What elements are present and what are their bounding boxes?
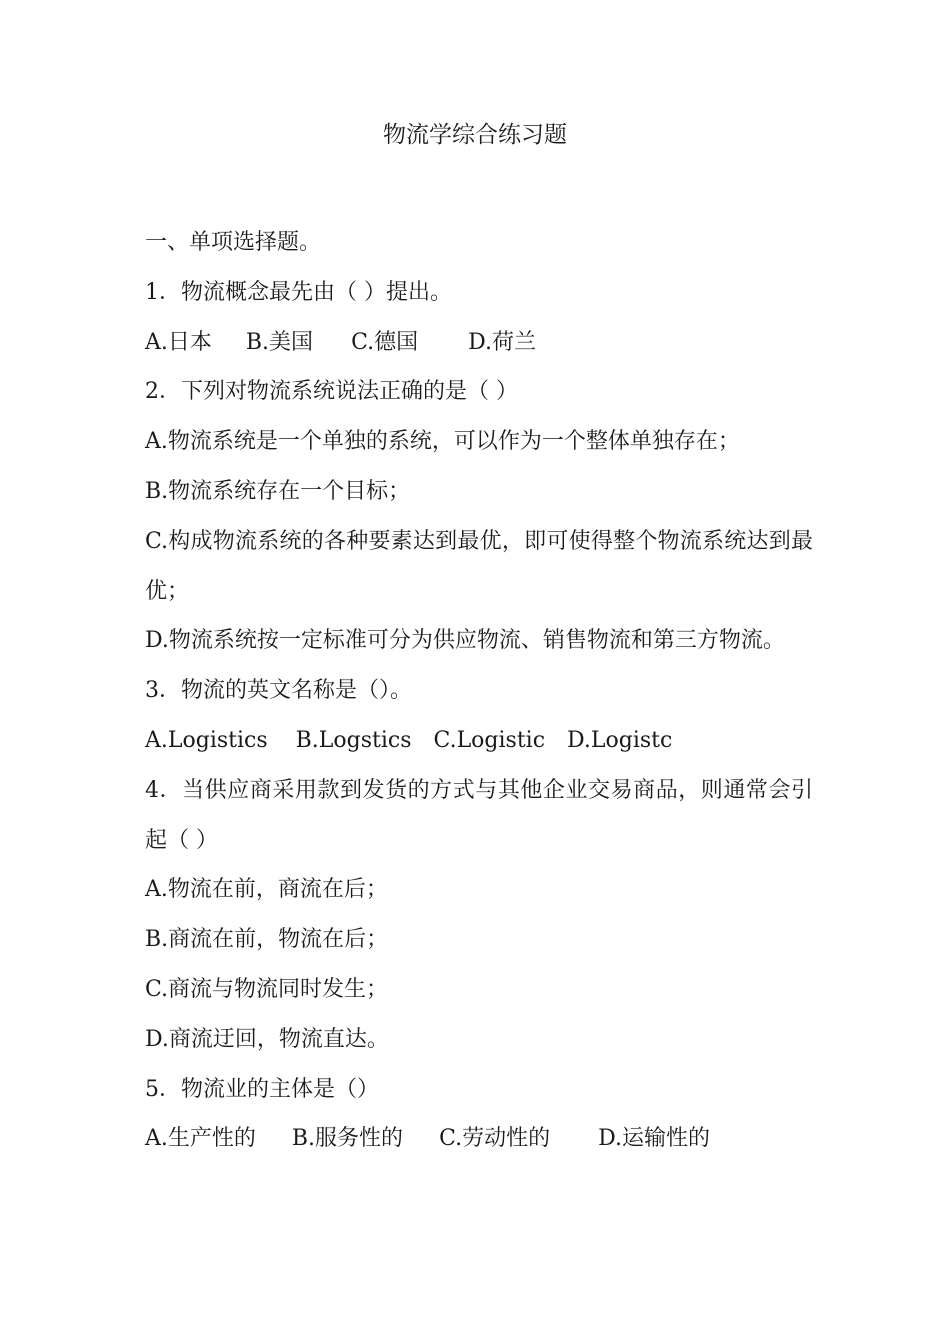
section-heading: 一、单项选择题。 (145, 230, 322, 255)
question-4-option-a: A.物流在前，商流在后； (145, 877, 388, 903)
question-3-option-d: D.Logistc (567, 727, 673, 753)
question-5-option-a: A.生产性的 (145, 1126, 256, 1152)
question-1-stem: 1．物流概念最先由（ ）提出。 (145, 279, 452, 305)
question-1-option-d: D.荷兰 (468, 329, 536, 355)
question-5-option-d: D.运输性的 (598, 1126, 710, 1152)
question-1-option-a: A.日本 (145, 329, 212, 355)
document-body (145, 218, 813, 1164)
question-5-option-c: C.劳动性的 (439, 1126, 551, 1152)
question-3-options (145, 716, 813, 766)
question-5-stem: 5．物流业的主体是（） (145, 1076, 379, 1102)
question-2-option-d: D.物流系统按一定标准可分为供应物流、销售物流和第三方物流。 (145, 628, 785, 654)
document-title: 物流学综合练习题 (383, 122, 567, 148)
question-5-option-b: B.服务性的 (291, 1126, 404, 1152)
question-3-option-b: B.Logstics (295, 727, 412, 753)
question-4-option-d: D.商流迂回，物流直达。 (145, 1026, 389, 1052)
question-2-stem: 2．下列对物流系统说法正确的是（ ） (145, 379, 518, 405)
question-5-options (145, 1114, 813, 1164)
question-2-option-c: C.构成物流系统的各种要素达到最优，即可使得整个物流系统达到最优； (145, 528, 813, 604)
question-2-option-b: B.物流系统存在一个目标； (145, 478, 411, 504)
question-3-option-c: C.Logistic (433, 727, 546, 753)
question-4-option-b: B.商流在前，物流在后； (145, 927, 389, 953)
question-1-option-c: C.德国 (351, 329, 419, 355)
question-1-option-b: B.美国 (245, 329, 314, 355)
question-3-stem: 3．物流的英文名称是（）。 (145, 678, 412, 704)
question-4-option-c: C.商流与物流同时发生； (145, 976, 389, 1002)
question-1-options (145, 318, 813, 368)
question-2-option-a: A.物流系统是一个单独的系统，可以作为一个整体单独存在； (145, 429, 740, 455)
question-4-stem: 4．当供应商采用款到发货的方式与其他企业交易商品，则通常会引起（ ） (145, 777, 813, 853)
question-3-option-a: A.Logistics (145, 727, 268, 753)
